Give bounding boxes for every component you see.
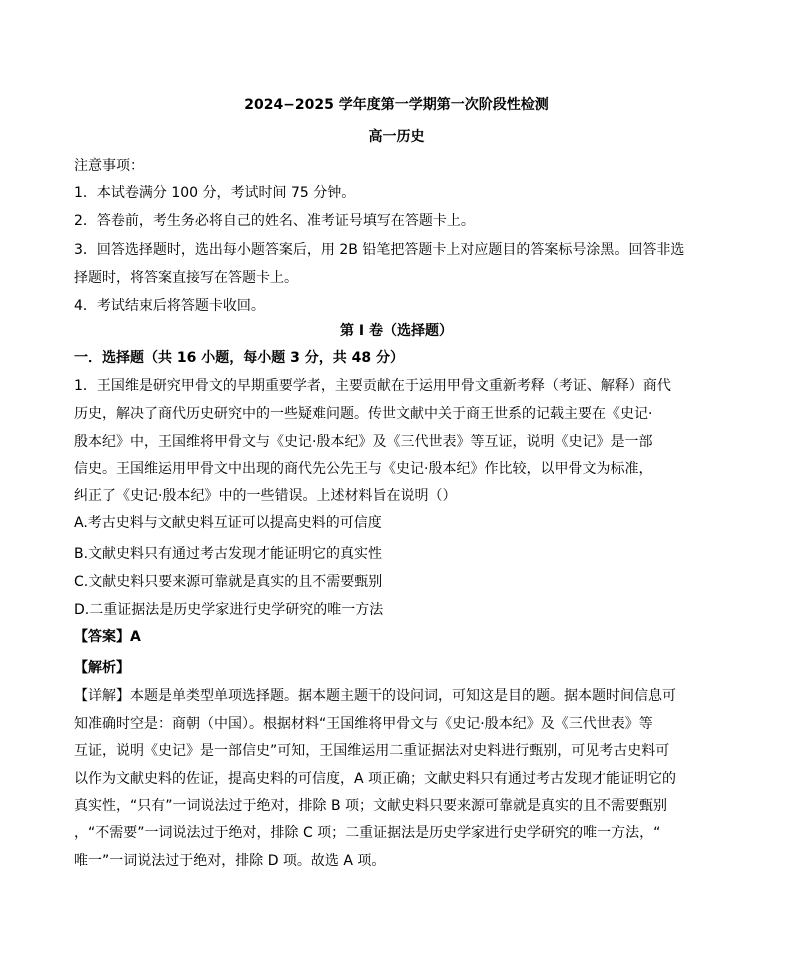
part-title: 第 I 卷（选择题）: [340, 323, 453, 339]
question-line: 纠正了《史记·殷本纪》中的一些错误。上述材料旨在说明（）: [74, 488, 457, 504]
option-c: C.文献史料只要来源可靠就是真实的且不需要甄别: [74, 574, 383, 590]
notice-heading: 注意事项：: [74, 158, 144, 174]
option-d: D.二重证据法是历史学家进行史学研究的唯一方法: [74, 602, 384, 618]
analysis-heading: 【解析】: [74, 660, 130, 676]
analysis-line: 真实性，“只有”一词说法过于绝对，排除 B 项；文献史料只要来源可靠就是真实的且不需要甄别: [74, 798, 668, 814]
analysis-line: 【详解】本题是单类型单项选择题。据本题主题干的设问词，可知这是目的题。据本题时间信息可: [74, 688, 676, 704]
section-title: 一．选择题（共 16 小题，每小题 3 分，共 48 分）: [74, 350, 404, 366]
notice-item: 1．本试卷满分 100 分，考试时间 75 分钟。: [74, 185, 356, 201]
question-line: 信史。王国维运用甲骨文中出现的商代先公先王与《史记·殷本纪》作比较，以甲骨文为标准，: [74, 461, 653, 477]
notice-item: 择题时，将答案直接写在答题卡上。: [74, 270, 298, 286]
document-subtitle: 高一历史: [368, 129, 425, 145]
analysis-line: ，“不需要”一词说法过于绝对，排除 C 项；二重证据法是历史学家进行史学研究的唯一方法，“: [74, 825, 661, 841]
option-a: A.考古史料与文献史料互证可以提高史料的可信度: [74, 515, 382, 531]
analysis-line: 互证，说明《史记》是一部信史”可知，王国维运用二重证据法对史料进行甄别，可见考古史料可: [74, 743, 670, 759]
notice-item: 2．答卷前，考生务必将自己的姓名、准考证号填写在答题卡上。: [74, 213, 475, 229]
answer-line: 【答案】A: [74, 629, 141, 645]
document-title: 2024−2025 学年度第一学期第一次阶段性检测: [244, 97, 549, 113]
question-line: 1．王国维是研究甲骨文的早期重要学者，主要贡献在于运用甲骨文重新考释（考证、解释）商代: [74, 378, 671, 394]
analysis-line: 以作为文献史料的佐证，提高史料的可信度，A 项正确；文献史料只有通过考古发现才能证明它的: [74, 771, 677, 787]
notice-item: 4．考试结束后将答题卡收回。: [74, 298, 265, 314]
question-line: 历史，解决了商代历史研究中的一些疑难问题。传世文献中关于商王世系的记载主要在《史记·: [74, 406, 653, 422]
analysis-line: 知准确时空是：商朝（中国）。根据材料“王国维将甲骨文与《史记·殷本纪》及《三代世表》等: [74, 716, 653, 732]
question-line: 殷本纪》中，王国维将甲骨文与《史记·殷本纪》及《三代世表》等互证，说明《史记》是一部: [74, 434, 653, 450]
option-b: B.文献史料只有通过考古发现才能证明它的真实性: [74, 546, 383, 562]
analysis-line: 唯一”一词说法过于绝对，排除 D 项。故选 A 项。: [74, 853, 386, 869]
notice-item: 3．回答选择题时，选出每小题答案后，用 2B 铅笔把答题卡上对应题目的答案标号涂黑。回答非选: [74, 242, 685, 258]
